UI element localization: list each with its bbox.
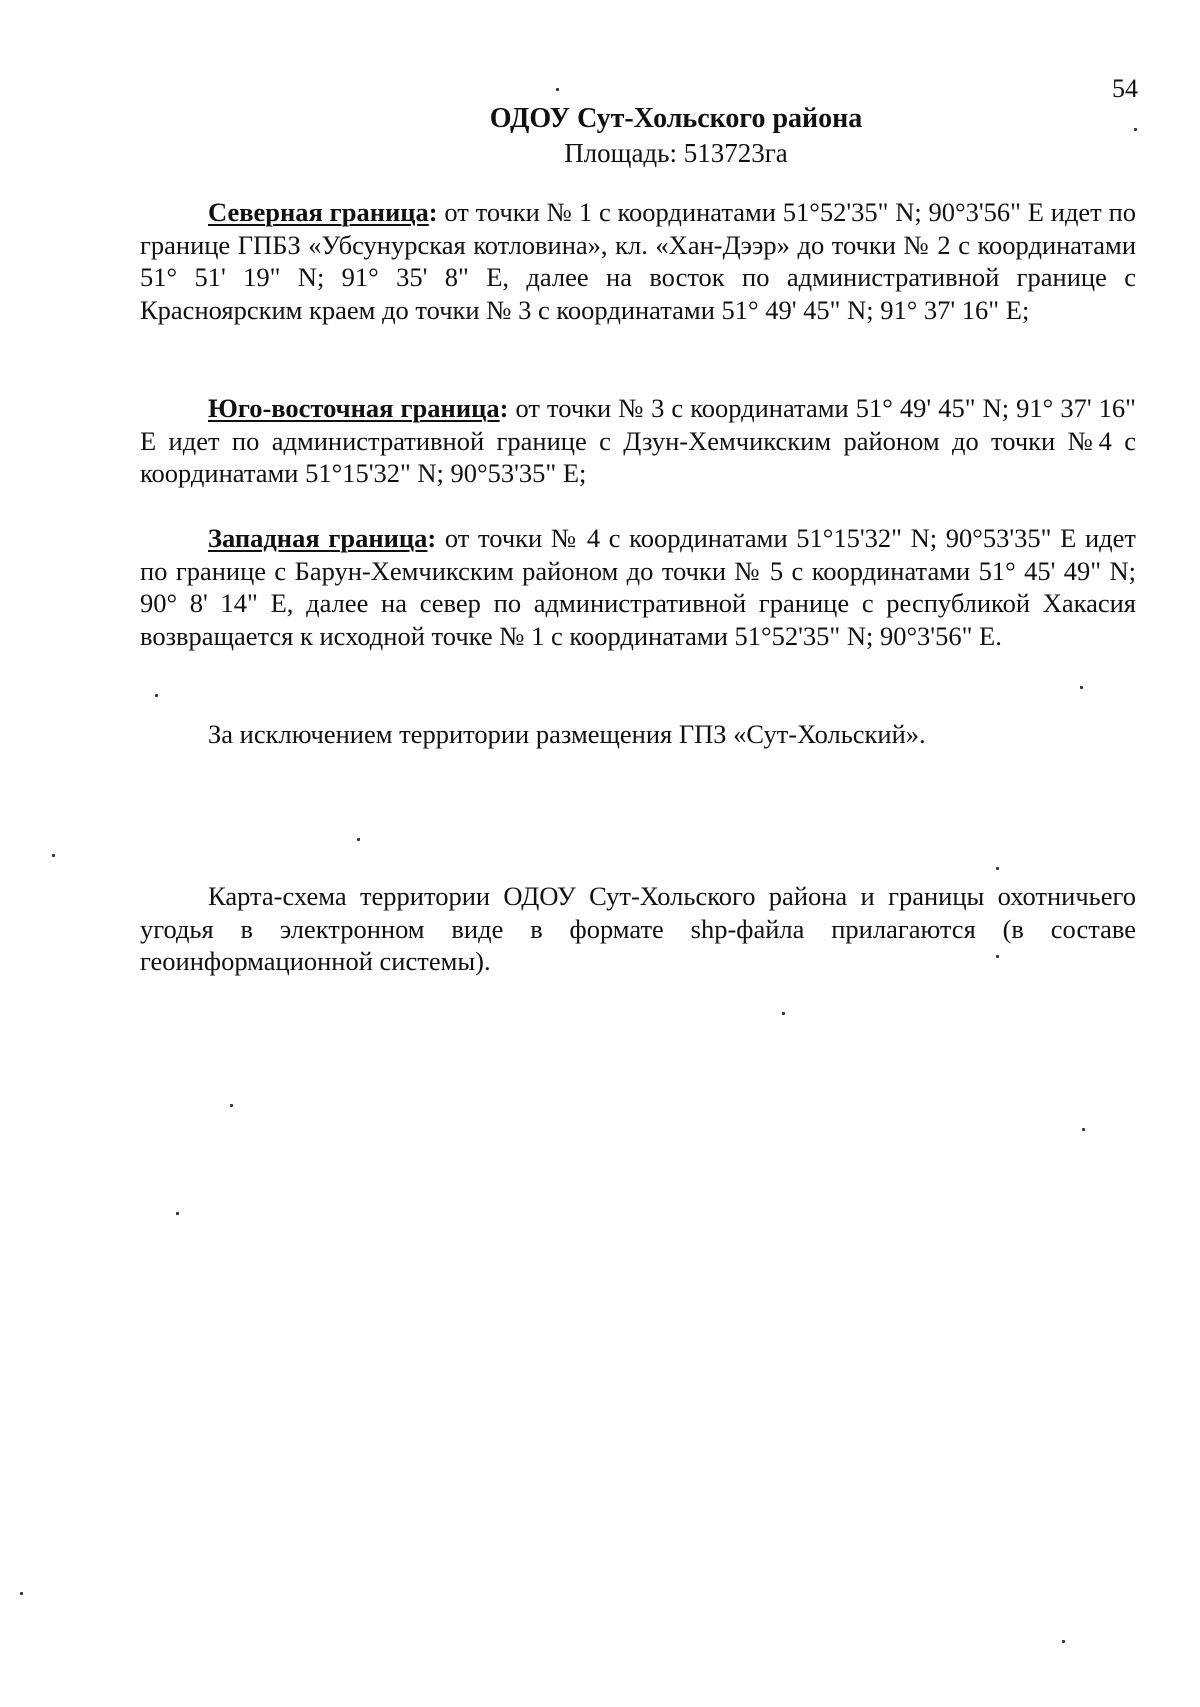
west-boundary-label: Западная граница [208, 523, 428, 553]
map-scheme-text: Карта-схема территории ОДОУ Сут-Хольского района и границы охотничьего угодья в электронном виде в формате shp-файла прилагаются (в составе геоинформационной системы). [140, 881, 1136, 976]
scan-speck [230, 1104, 233, 1107]
north-boundary-text: от точки № 1 с координатами 51°52'35" N; 90°3'56" E идет по границе ГПБЗ «Убсунурская котловина», кл. «Хан-Дээр» до точки № 2 с координатами 51° 51' 19" N; 91° 35' 8" E, далее на восток по административной границе с Красноярским краем до точки № 3 с координатами 51° 49' 45" N; 91° 37' 16" E; [140, 197, 1136, 325]
north-boundary-label: Северная граница [208, 197, 429, 227]
west-boundary-paragraph: Западная граница: от точки № 4 с координатами 51°15'32" N; 90°53'35" E идет по границе с Барун-Хемчикским районом до точки № 5 с координатами 51° 45' 49" N; 90° 8' 14" E, далее на север по административной границе с республикой Хакасия возвращается к исходной точке № 1 с координатами 51°52'35" N; 90°3'56" E. [140, 523, 1136, 651]
scan-speck [1082, 1128, 1085, 1131]
north-boundary-paragraph: Северная граница: от точки № 1 с координатами 51°52'35" N; 90°3'56" E идет по границе ГПБЗ «Убсунурская котловина», кл. «Хан-Дээр» до точки № 2 с координатами 51° 51' 19" N; 91° 35' 8" E, далее на восток по административной границе с Красноярским краем до точки № 3 с координатами 51° 49' 45" N; 91° 37' 16" E; [140, 197, 1136, 325]
page-number: 54 [1112, 74, 1138, 103]
scan-speck [357, 838, 360, 841]
document-title: ОДОУ Сут-Хольского района [489, 103, 863, 134]
scan-speck [1080, 686, 1083, 689]
scan-speck [176, 1212, 179, 1215]
document-heading [0, 102, 1200, 170]
west-boundary-text: от точки № 4 с координатами 51°15'32" N; 90°53'35" E идет по границе с Барун-Хемчикским районом до точки № 5 с координатами 51° 45' 49" N; 90° 8' 14" E, далее на север по административной границе с республикой Хакасия возвращается к исходной точке № 1 с координатами 51°52'35" N; 90°3'56" E. [140, 523, 1136, 651]
exclusion-note: За исключением территории размещения ГПЗ «Сут-Хольский». [208, 719, 926, 749]
southeast-boundary-paragraph: Юго-восточная граница: от точки № 3 с координатами 51° 49' 45" N; 91° 37' 16" E идет по административной границе с Дзун-Хемчикским районом до точки №4 с координатами 51°15'32" N; 90°53'35" E; [140, 393, 1136, 488]
map-scheme-paragraph [140, 880, 1136, 978]
scan-speck [155, 694, 158, 697]
scan-speck [782, 1012, 785, 1015]
scan-speck [556, 88, 559, 91]
scan-speck [996, 867, 999, 870]
scan-speck [20, 1592, 23, 1595]
area-line: Площадь: 513723га [564, 138, 788, 168]
southeast-boundary-text: от точки № 3 с координатами 51° 49' 45" N; 91° 37' 16" E идет по административной границе с Дзун-Хемчикским районом до точки №4 с координатами 51°15'32" N; 90°53'35" E; [140, 393, 1136, 488]
southeast-boundary-label: Юго-восточная граница [208, 393, 500, 423]
scan-speck [996, 955, 999, 958]
scan-speck [1062, 1640, 1065, 1643]
scan-speck [1134, 128, 1137, 131]
scan-speck [52, 854, 55, 857]
